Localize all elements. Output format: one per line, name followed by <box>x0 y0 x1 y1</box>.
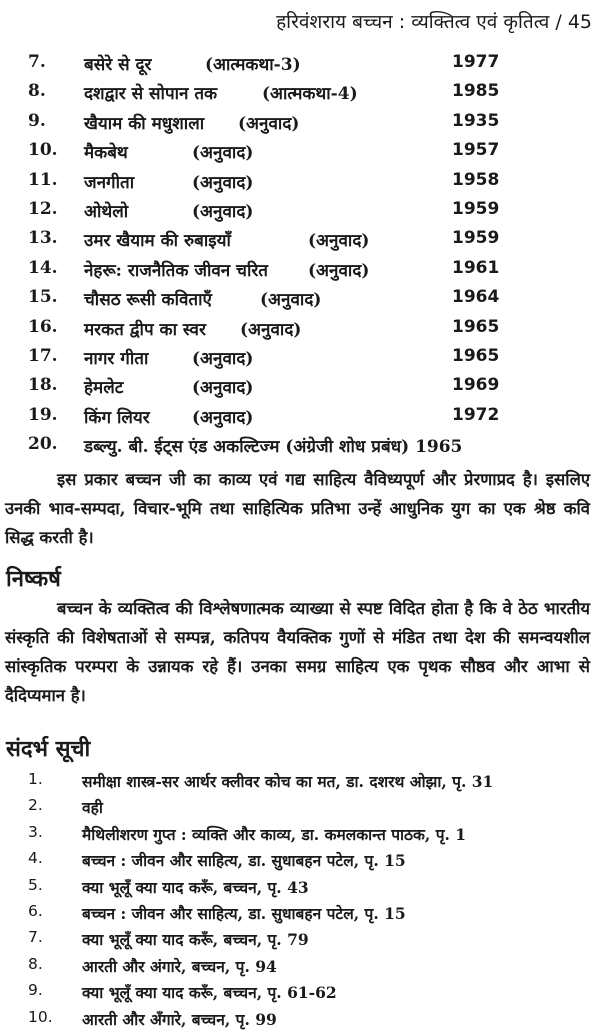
ref-text: मैथिलीशरण गुप्त : व्यक्ति और काव्य, डा. कमलकान्त पाठक, पृ. 1 <box>82 824 467 844</box>
list-item <box>0 900 600 926</box>
conclusion-paragraph: बच्चन के व्यक्तित्व की विश्लेषणात्मक व्याख्या से स्पष्ट विदित होता है कि वे ठेठ भारतीय संस्कृति की विशेषताओं से सम्पन्न, कतिपय वैयक्तिक गुणों से मंडित तथा देश की समन्वयशील सांस्कृतिक परम्परा के उन्नायक रहे हैं। उनका समग्र साहित्य एक पृथक सौष्ठव और आभा से दैदिप्यमान है। <box>5 598 590 705</box>
work-type: (आत्मकथा-3) <box>205 55 301 75</box>
work-title: मरकत द्वीप का स्वर <box>84 319 206 340</box>
work-year: 1969 <box>452 375 500 396</box>
ref-text: बच्चन : जीवन और साहित्य, डा. सुधाबहन पटेल, पृ. 15 <box>82 851 406 871</box>
ref-text: क्या भूलूँ क्या याद करूँ, बच्चन, पृ. 43 <box>82 877 309 897</box>
list-item <box>0 794 600 820</box>
ref-number: 3. <box>28 822 43 841</box>
list-item <box>0 109 600 138</box>
list-item <box>0 315 600 344</box>
list-item <box>0 79 600 108</box>
list-item <box>0 847 600 873</box>
ref-number: 7. <box>28 928 43 947</box>
list-item <box>0 256 600 285</box>
item-number: 18. <box>28 375 58 396</box>
list-item <box>0 344 600 373</box>
list-item <box>0 953 600 979</box>
work-year: 1935 <box>452 110 500 131</box>
work-title: दशद्वार से सोपान तक <box>84 84 218 105</box>
ref-number: 10. <box>28 1007 53 1026</box>
item-number: 10. <box>28 140 58 161</box>
work-year: 1957 <box>452 140 500 161</box>
work-title: किंग लियर <box>84 407 150 428</box>
conclusion-heading: निष्कर्ष <box>6 567 61 592</box>
work-title: बसेरे से दूर <box>84 55 152 75</box>
item-number: 15. <box>28 287 58 308</box>
work-type: (अनुवाद) <box>240 319 302 340</box>
item-number: 20. <box>28 434 58 455</box>
work-title: मैकबेथ <box>84 143 128 164</box>
list-item <box>0 1006 600 1032</box>
ref-text: आरती और अँगारे, बच्चन, पृ. 99 <box>82 1009 277 1029</box>
work-title: जनगीता <box>84 172 135 193</box>
ref-text: समीक्षा शास्त्र-सर आर्थर क्लीवर कोच का मत, डा. दशरथ ओझा, पृ. 31 <box>82 772 494 791</box>
work-year: 1965 <box>452 345 500 366</box>
work-title: खैयाम की मधुशाला <box>84 113 205 134</box>
work-type: (अनुवाद) <box>192 172 254 193</box>
list-item <box>0 926 600 952</box>
work-year: 1972 <box>452 404 500 425</box>
list-item <box>0 373 600 402</box>
ref-number: 9. <box>28 981 43 1000</box>
ref-text: क्या भूलूँ क्या याद करूँ, बच्चन, पृ. 61-62 <box>82 983 337 1003</box>
ref-number: 5. <box>28 875 43 894</box>
ref-text: आरती और अंगारे, बच्चन, पृ. 94 <box>82 956 277 976</box>
work-title: हेमलेट <box>84 378 124 399</box>
ref-text: वही <box>82 798 103 818</box>
work-year: 1958 <box>452 169 500 190</box>
work-type: (अनुवाद) <box>308 260 370 281</box>
work-type: (अनुवाद) <box>308 231 370 252</box>
item-number: 12. <box>28 198 58 219</box>
item-number: 7. <box>28 52 46 72</box>
list-item <box>0 768 600 794</box>
work-year: 1977 <box>452 52 500 72</box>
work-title: चौसठ रूसी कविताएँ <box>84 290 212 311</box>
list-item <box>0 197 600 226</box>
work-title: ओथेलो <box>84 201 129 222</box>
list-item <box>0 285 600 314</box>
work-title: नागर गीता <box>84 348 149 369</box>
work-year: 1959 <box>452 198 500 219</box>
list-item <box>0 168 600 197</box>
work-type: (आत्मकथा-4) <box>262 84 358 105</box>
item-number: 14. <box>28 257 58 278</box>
item-number: 19. <box>28 404 58 425</box>
list-item <box>0 226 600 255</box>
summary-paragraph: इस प्रकार बच्चन जी का काव्य एवं गद्य साहित्य वैविध्यपूर्ण और प्रेरणाप्रद है। इसलिए उनकी भाव-सम्पदा, विचार-भूमि तथा साहित्यिक प्रतिभा उन्हें आधुनिक युग का एक श्रेष्ठ कवि सिद्ध करती है। <box>5 469 590 547</box>
ref-number: 2. <box>28 796 43 815</box>
work-type: (अनुवाद) <box>192 407 254 428</box>
work-title: उमर खैयाम की रुबाइयाँ <box>84 231 231 252</box>
work-year: 1961 <box>452 257 500 278</box>
ref-text: क्या भूलूँ क्या याद करूँ, बच्चन, पृ. 79 <box>82 930 309 950</box>
work-year: 1985 <box>452 81 500 102</box>
item-number: 13. <box>28 228 58 249</box>
list-item <box>0 403 600 432</box>
list-item <box>0 821 600 847</box>
work-type: (अनुवाद) <box>192 378 254 399</box>
list-item <box>0 979 600 1005</box>
work-year: 1964 <box>452 287 500 308</box>
ref-number: 4. <box>28 849 43 868</box>
ref-number: 6. <box>28 901 43 920</box>
item-number: 17. <box>28 345 58 366</box>
work-year: 1959 <box>452 228 500 249</box>
item-number: 11. <box>28 169 58 190</box>
work-year: 1965 <box>452 316 500 337</box>
ref-number: 8. <box>28 954 43 973</box>
work-type: (अनुवाद) <box>260 290 322 311</box>
work-type: (अनुवाद) <box>238 113 300 134</box>
ref-number: 1. <box>28 770 43 788</box>
list-item <box>0 432 600 461</box>
list-item <box>0 50 600 79</box>
work-type: (अनुवाद) <box>192 143 254 164</box>
list-item <box>0 138 600 167</box>
references-heading: संदर्भ सूची <box>6 737 91 762</box>
work-title: डब्ल्यु. बी. ईट्स एंड अकल्टिज्म (अंग्रेजी शोध प्रबंध) 1965 <box>84 437 463 458</box>
works-list <box>0 50 600 461</box>
work-title: नेहरू: राजनैतिक जीवन चरित <box>84 260 269 281</box>
list-item <box>0 874 600 900</box>
work-type: (अनुवाद) <box>192 348 254 369</box>
ref-text: बच्चन : जीवन और साहित्य, डा. सुधाबहन पटेल, पृ. 15 <box>82 903 406 923</box>
item-number: 16. <box>28 316 58 337</box>
references-list <box>0 768 600 1032</box>
item-number: 9. <box>28 110 46 131</box>
running-header: हरिवंशराय बच्चन : व्यक्तित्व एवं कृतित्व / 45 <box>276 11 592 33</box>
work-type: (अनुवाद) <box>192 201 254 222</box>
item-number: 8. <box>28 81 46 102</box>
